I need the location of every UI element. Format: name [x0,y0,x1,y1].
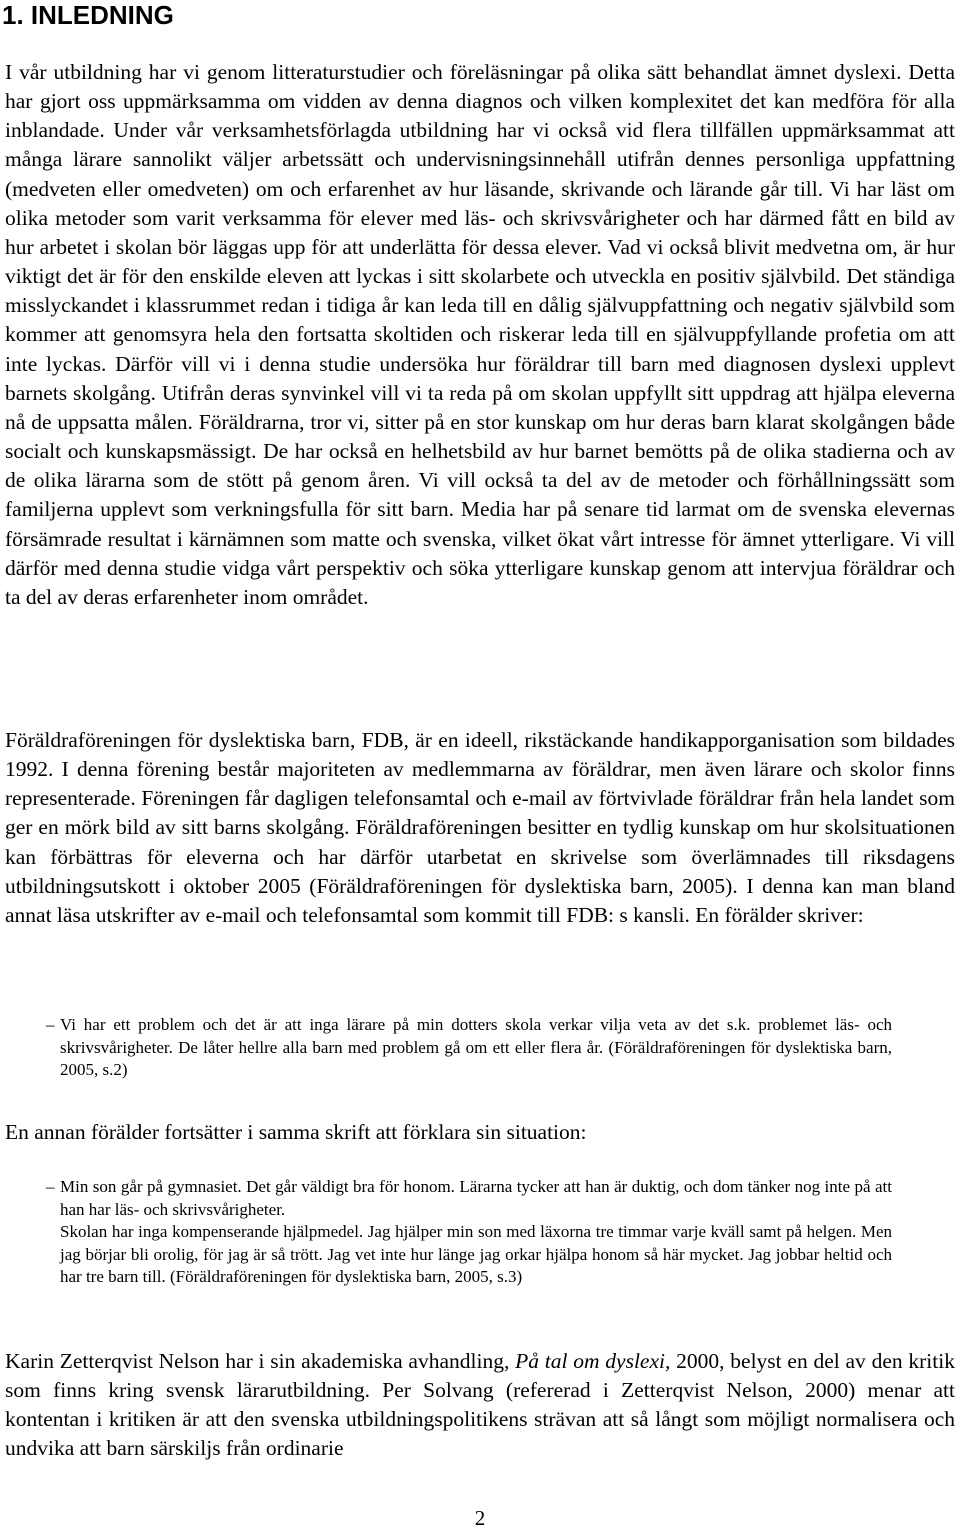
section-heading: 1. INLEDNING [2,0,174,30]
paragraph-introduction: I vår utbildning har vi genom litteraturstudier och föreläsningar på olika sätt behandlat ämnet dyslexi. Detta har gjort oss uppmärksamma om vidden av denna diagnos och vilken komplexitet det kan medföra för alla inblandade. Under vår verksamhetsförlagda utbildning har vi också vid flera tillfällen uppmärksammat att många lärare sannolikt väljer arbetssätt och undervisningsinnehåll utifrån dennes personliga uppfattning (medveten eller omedveten) om och erfarenhet av hur läsande, skrivande och lärande går till. Vi har läst om olika metoder som varit verksamma för elever med läs- och skrivsvårigheter och har därmed fått en bild av hur arbetet i skolan bör läggas upp för att underlätta för dessa elever. Vad vi också blivit medvetna om, är hur viktigt det är för den enskilde eleven att lyckas i sitt skolarbete och utveckla en positiv självbild. Det ständiga misslyckandet i klassrummet redan i tidiga år kan leda till en dålig självuppfattning och negativ självbild som kommer att genomsyra hela den fortsatta skoltiden och riskerar leda till en självuppfyllande profetia om att inte lyckas. Därför vill vi i denna studie undersöka hur föräldrar till barn med diagnosen dyslexi upplevt barnets skolgång. Utifrån deras synvinkel vill vi ta reda på om skolan uppfyllt sitt uppdrag att hjälpa eleverna nå de uppsatta målen. Föräldrarna, tror vi, sitter på en stor kunskap om hur deras barn klarat skolgången både socialt och kunskapsmässigt. De har också en helhetsbild av hur barnet bemötts på de olika stadierna och av de olika lärarna som de stött på genom åren. Vi vill också ta del av de metoder och förhållningssätt som familjerna upplevt som verkningsfulla för sitt barn. Media har på senare tid larmat om de svenska elevernas försämrade resultat i kärnämnen som matte och svenska, vilket ökat vårt intresse för ämnet ytterligare. Vi vill därför med denna studie vidga vårt perspektiv och söka ytterligare kunskap genom att intervjua föräldrar och ta del av deras erfarenheter inom området. [5,60,955,609]
quote-parent-one [46,1014,892,1082]
book-title: På tal om dyslexi, [515,1349,671,1373]
quote-text-second: Skolan har inga kompenserande hjälpmedel. Jag hjälper min son med läxorna tre timmar varje kväll samt på helgen. Men jag börjar bli orolig, för jag är så trött. Jag vet inte hur länge jag orkar hjälpa honom så här mycket. Jag jobbar heltid och har tre barn till. (Föräldraföreningen för dyslektiska barn, 2005, s.3) [60,1222,892,1286]
paragraph-zetterqvist [5,1347,955,1464]
paragraph-transition: En annan förälder fortsätter i samma skrift att förklara sin situation: [5,1120,587,1144]
quote-dash: – [46,1015,55,1034]
quote-text: Vi har ett problem och det är att inga lärare på min dotters skola verkar vilja veta av det s.k. problemet läs- och skrivsvårigheter. De låter hellre alla barn med problem gå om ett eller flera år. (Föräldraföreningen för dyslektiska barn, 2005, s.2) [60,1015,892,1079]
paragraph-text-end: 2000, belyst en del av den kritik som finns kring svensk lärarutbildning. Per Solvang (refererad i Zetterqvist Nelson, 2000) menar att kontentan i kritiken är att den svenska utbildningspolitikens strävan att så långt som möjligt normalisera och undvika att barn särskiljs från ordinarie [5,1349,955,1461]
quote-text-first: Min son går på gymnasiet. Det går väldigt bra för honom. Lärarna tycker att han är duktig, och dom tänker nog inte på att han har läs- och skrivsvårigheter. [60,1177,892,1219]
paragraph-text-start: Karin Zetterqvist Nelson har i sin akademiska avhandling, [5,1349,516,1373]
paragraph-fdb: Föräldraföreningen för dyslektiska barn, FDB, är en ideell, rikstäckande handikapporganisation som bildades 1992. I denna förening består majoriteten av medlemmarna av föräldrar, men även lärare och skolor finns representerade. Föreningen får dagligen telefonsamtal och e-mail av förtvivlade föräldrar från hela landet som ger en mörk bild av sitt barns skolgång. Föräldraföreningen besitter en tydlig kunskap om hur skolsituationen kan förbättras för eleverna och har därför utarbetat en skrivelse som överlämnades till riksdagens utbildningsutskott i oktober 2005 (Föräldraföreningen för dyslektiska barn, 2005). I denna kan man bland annat läsa utskrifter av e-mail och telefonsamtal som kommit till FDB: s kansli. En förälder skriver: [5,728,955,927]
quote-parent-two [46,1176,892,1289]
page-number: 2 [474,1506,486,1530]
quote-dash: – [46,1177,55,1196]
